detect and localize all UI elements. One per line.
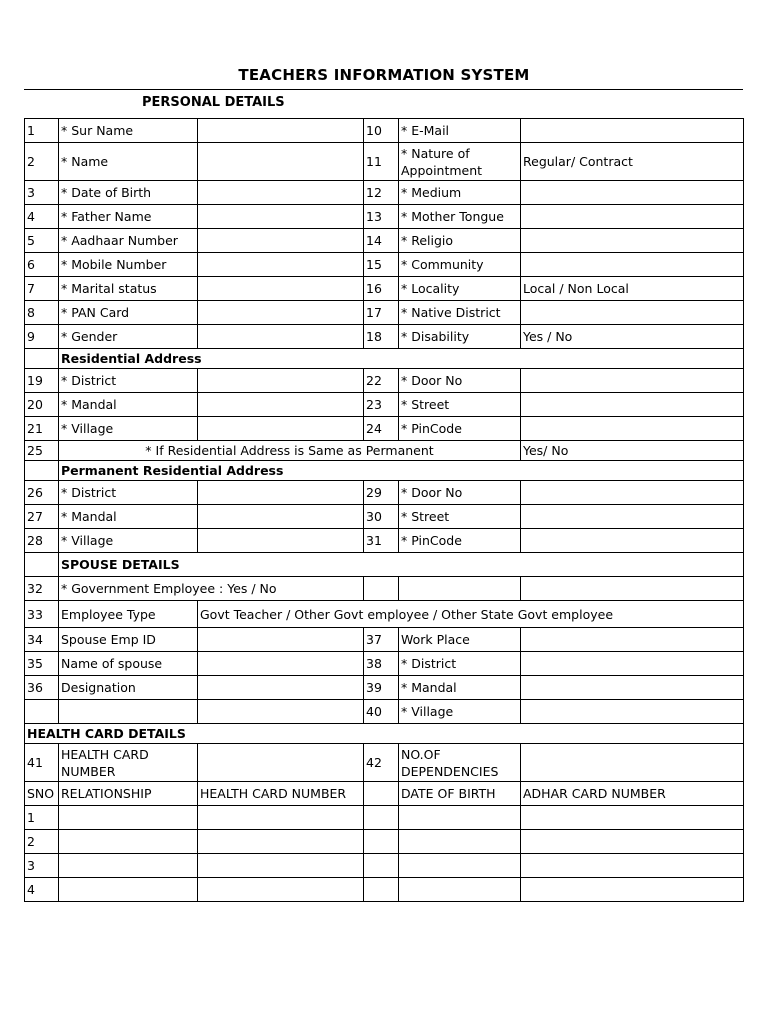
field-label: * Locality [399,277,521,301]
table-row [25,369,744,393]
column-header [364,782,399,806]
table-row [25,301,744,325]
field-label: * Village [399,700,521,724]
adhar-card-input[interactable] [521,830,744,854]
adhar-card-input[interactable] [521,806,744,830]
same-address-label: * If Residential Address is Same as Permanent [59,441,521,461]
dependencies-input[interactable] [521,744,744,782]
field-label: Designation [59,676,198,700]
field-label: * Mandal [59,393,198,417]
teacher-form-table [24,118,744,902]
row-number: 29 [364,481,399,505]
field-value-input[interactable] [521,628,744,652]
table-row [25,724,744,744]
field-value-input[interactable] [198,700,364,724]
row-number: 32 [25,577,59,601]
field-label: * Religio [399,229,521,253]
table-row [25,553,744,577]
field-value-input[interactable] [521,529,744,553]
field-value-input[interactable] [521,481,744,505]
field-label: * Mandal [59,505,198,529]
health-card-input[interactable] [198,878,364,902]
field-value-input[interactable] [521,181,744,205]
table-row [25,878,744,902]
relationship-input[interactable] [59,854,198,878]
column-header: ADHAR CARD NUMBER [521,782,744,806]
row-number: 2 [25,830,59,854]
table-row [25,393,744,417]
blank-cell [364,854,399,878]
row-number: 11 [364,143,399,181]
row-number: 24 [364,417,399,441]
field-value-input[interactable] [198,676,364,700]
row-number: 26 [25,481,59,505]
field-label: * Gender [59,325,198,349]
row-number: 37 [364,628,399,652]
row-number: 8 [25,301,59,325]
health-card-input[interactable] [198,806,364,830]
table-row [25,830,744,854]
table-row [25,854,744,878]
field-value-input[interactable] [198,277,364,301]
row-number: 34 [25,628,59,652]
field-label: Name of spouse [59,652,198,676]
title-divider [24,89,743,90]
column-header: DATE OF BIRTH [399,782,521,806]
field-value-input[interactable] [521,505,744,529]
blank-cell [364,806,399,830]
table-row [25,441,744,461]
section-heading-permanent: Permanent Residential Address [59,461,744,481]
field-label: * Street [399,393,521,417]
row-number: 4 [25,205,59,229]
page-title: TEACHERS INFORMATION SYSTEM [238,66,530,84]
column-header: HEALTH CARD NUMBER [198,782,364,806]
field-value-input[interactable] [198,628,364,652]
blank-cell [25,553,59,577]
field-label: Employee Type [59,601,198,628]
table-row [25,676,744,700]
government-employee-label[interactable]: * Government Employee : Yes / No [59,577,364,601]
field-value-input[interactable] [521,119,744,143]
field-value-input[interactable] [521,253,744,277]
field-label: * Street [399,505,521,529]
field-value-input[interactable] [198,119,364,143]
field-label: * Door No [399,369,521,393]
field-label: * Name [59,143,198,181]
field-value-input[interactable] [198,529,364,553]
table-row [25,277,744,301]
row-number: 10 [364,119,399,143]
row-number: 7 [25,277,59,301]
blank-cell [364,830,399,854]
field-label: * PinCode [399,529,521,553]
field-label: * Village [59,529,198,553]
row-number: 30 [364,505,399,529]
field-label: * Medium [399,181,521,205]
row-number: 5 [25,229,59,253]
table-row [25,349,744,369]
blank-cell [364,577,399,601]
field-value-input[interactable] [521,369,744,393]
field-label: * Nature of Appointment [399,143,521,181]
field-label: Spouse Emp ID [59,628,198,652]
row-number: 1 [25,119,59,143]
row-number: 39 [364,676,399,700]
row-number: 6 [25,253,59,277]
row-number: 41 [25,744,59,782]
field-value-input[interactable]: Yes / No [521,325,744,349]
field-label: * E-Mail [399,119,521,143]
field-value-input[interactable] [521,393,744,417]
field-label: * District [59,481,198,505]
field-label: * Aadhaar Number [59,229,198,253]
field-label: * Mother Tongue [399,205,521,229]
field-value-input[interactable] [198,229,364,253]
field-value-input[interactable] [198,143,364,181]
relationship-input[interactable] [59,878,198,902]
row-number: 38 [364,652,399,676]
table-row [25,229,744,253]
row-number: 14 [364,229,399,253]
adhar-card-input[interactable] [521,854,744,878]
column-header: RELATIONSHIP [59,782,198,806]
row-number: 27 [25,505,59,529]
section-heading-health: HEALTH CARD DETAILS [25,724,744,744]
row-number: 35 [25,652,59,676]
row-number: 12 [364,181,399,205]
table-row [25,253,744,277]
field-label [59,700,198,724]
health-card-number-input[interactable] [198,744,364,782]
row-number: 15 [364,253,399,277]
field-label: * Date of Birth [59,181,198,205]
date-of-birth-input[interactable] [399,854,521,878]
health-table-header [25,782,744,806]
row-number: 19 [25,369,59,393]
field-label: * Community [399,253,521,277]
field-value-input[interactable] [198,253,364,277]
field-label: * District [59,369,198,393]
relationship-input[interactable] [59,806,198,830]
field-value-input[interactable] [521,229,744,253]
field-value-input[interactable] [521,417,744,441]
relationship-input[interactable] [59,830,198,854]
employee-type-options[interactable]: Govt Teacher / Other Govt employee / Other State Govt employee [198,601,744,628]
row-number: 18 [364,325,399,349]
section-heading-spouse: SPOUSE DETAILS [59,553,744,577]
field-value-input[interactable] [521,700,744,724]
section-heading-residential: Residential Address [59,349,744,369]
blank-cell [521,577,744,601]
table-row [25,806,744,830]
field-value-input[interactable] [198,505,364,529]
field-label: * Door No [399,481,521,505]
field-label: HEALTH CARD NUMBER [59,744,198,782]
blank-cell [25,349,59,369]
table-row [25,744,744,782]
row-number [25,700,59,724]
table-row [25,577,744,601]
field-label: * PAN Card [59,301,198,325]
row-number: 3 [25,181,59,205]
field-label: * Mandal [399,676,521,700]
same-address-value[interactable]: Yes/ No [521,441,744,461]
date-of-birth-input[interactable] [399,806,521,830]
field-value-input[interactable] [198,393,364,417]
table-row [25,481,744,505]
table-row [25,601,744,628]
row-number: 22 [364,369,399,393]
field-value-input[interactable] [198,301,364,325]
table-row [25,628,744,652]
row-number: 36 [25,676,59,700]
health-card-input[interactable] [198,830,364,854]
row-number: 9 [25,325,59,349]
field-value-input[interactable] [198,181,364,205]
table-row [25,119,744,143]
row-number: 13 [364,205,399,229]
field-value-input[interactable] [198,205,364,229]
field-label: * PinCode [399,417,521,441]
field-label: * Marital status [59,277,198,301]
row-number: 21 [25,417,59,441]
column-header: SNO [25,782,59,806]
row-number: 23 [364,393,399,417]
table-row [25,205,744,229]
row-number: 20 [25,393,59,417]
row-number: 42 [364,744,399,782]
table-row [25,505,744,529]
field-label: * District [399,652,521,676]
field-label: * Disability [399,325,521,349]
row-number: 16 [364,277,399,301]
row-number: 1 [25,806,59,830]
field-label: NO.OF DEPENDENCIES [399,744,521,782]
blank-cell [25,461,59,481]
table-row [25,143,744,181]
row-number: 31 [364,529,399,553]
row-number: 33 [25,601,59,628]
field-value-input[interactable] [198,417,364,441]
table-row [25,181,744,205]
row-number: 17 [364,301,399,325]
row-number: 4 [25,878,59,902]
field-value-input[interactable] [521,652,744,676]
field-label: * Mobile Number [59,253,198,277]
field-value-input[interactable] [521,205,744,229]
blank-cell [399,577,521,601]
field-value-input[interactable] [198,369,364,393]
field-value-input[interactable] [198,325,364,349]
table-row [25,652,744,676]
row-number: 28 [25,529,59,553]
field-label: * Village [59,417,198,441]
health-card-input[interactable] [198,854,364,878]
row-number: 40 [364,700,399,724]
table-row [25,461,744,481]
form-body [25,119,744,902]
blank-cell [364,878,399,902]
row-number: 3 [25,854,59,878]
field-label: Work Place [399,628,521,652]
field-label: * Native District [399,301,521,325]
adhar-card-input[interactable] [521,878,744,902]
field-label: * Father Name [59,205,198,229]
row-number: 25 [25,441,59,461]
field-value-input[interactable]: Regular/ Contract [521,143,744,181]
field-value-input[interactable] [521,676,744,700]
field-value-input[interactable] [198,481,364,505]
section-heading-personal: PERSONAL DETAILS [142,95,285,110]
table-row [25,417,744,441]
field-value-input[interactable] [198,652,364,676]
field-label: * Sur Name [59,119,198,143]
table-row [25,325,744,349]
table-row [25,529,744,553]
date-of-birth-input[interactable] [399,878,521,902]
table-row [25,700,744,724]
row-number: 2 [25,143,59,181]
date-of-birth-input[interactable] [399,830,521,854]
field-value-input[interactable] [521,301,744,325]
field-value-input[interactable]: Local / Non Local [521,277,744,301]
